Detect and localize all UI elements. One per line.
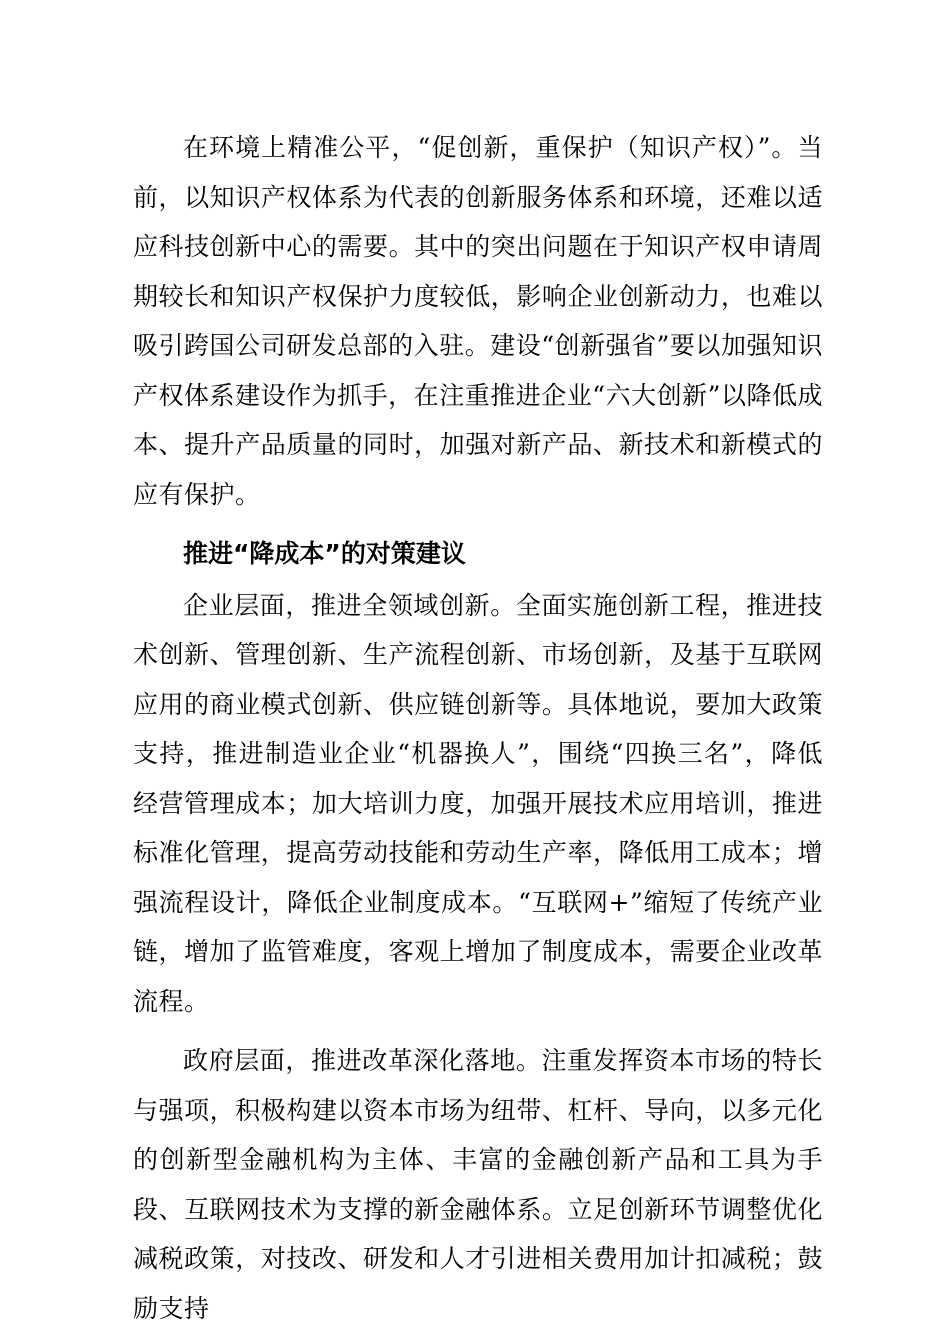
- paragraph-ip-protection: 在环境上精准公平，“促创新，重保护（知识产权）”。当前，以知识产权体系为代表的创新服务体系和环境，还难以适应科技创新中心的需要。其中的突出问题在于知识产权申请周期较长和知识产权保护力度较低，影响企业创新动力，也难以吸引跨国公司研发总部的入驻。建设“创新强省”要以加强知识产权体系建设作为抓手，在注重推进企业“六大创新”以降低成本、提升产品质量的同时，加强对新产品、新技术和新模式的应有保护。: [133, 133, 823, 509]
- paragraph-government-level: 政府层面，推进改革深化落地。注重发挥资本市场的特长与强项，积极构建以资本市场为纽带、杠杆、导向，以多元化的创新型金融机构为主体、丰富的金融创新产品和工具为手段、互联网技术为支撑的新金融体系。立足创新环节调整优化减税政策，对技改、研发和人才引进相关费用加计扣减税；鼓励支持: [133, 1046, 823, 1323]
- paragraph-enterprise-level: 企业层面，推进全领域创新。全面实施创新工程，推进技术创新、管理创新、生产流程创新、市场创新，及基于互联网应用的商业模式创新、供应链创新等。具体地说，要加大政策支持，推进制造业企业“机器换人”，围绕“四换三名”，降低经营管理成本；加大培训力度，加强开展技术应用培训，推进标准化管理，提高劳动技能和劳动生产率，降低用工成本；增强流程设计，降低企业制度成本。“互联网+”缩短了传统产业链，增加了监管难度，客观上增加了制度成本，需要企业改革流程。: [133, 590, 823, 1016]
- document-body: [133, 123, 823, 1333]
- section-heading: 推进“降成本”的对策建议: [183, 539, 466, 568]
